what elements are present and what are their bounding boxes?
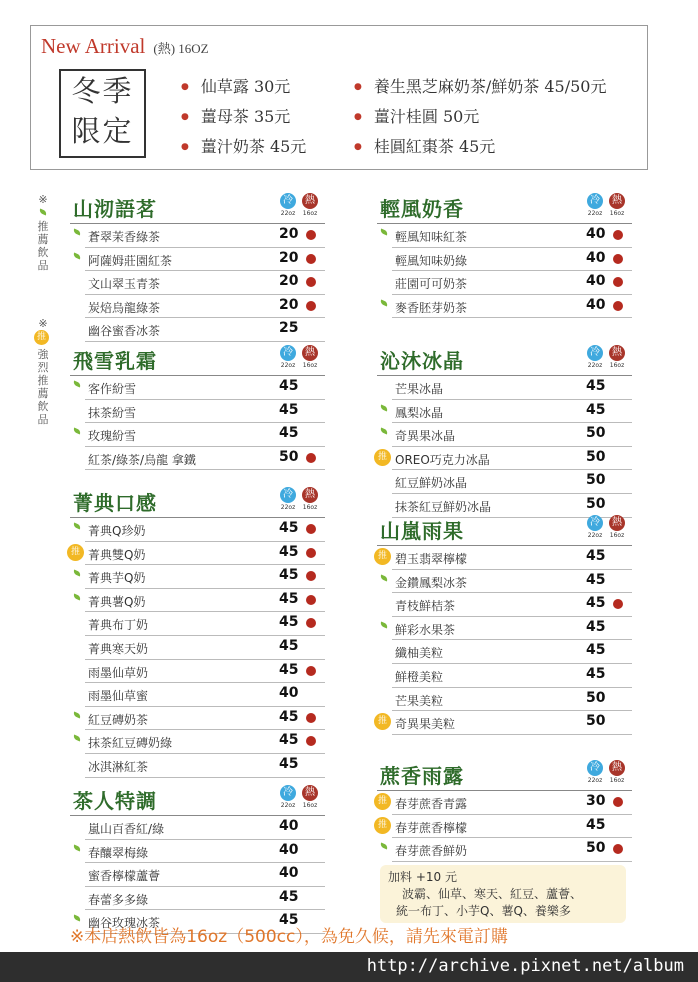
menu-item	[392, 224, 632, 248]
hot-size: 16oz	[609, 777, 625, 784]
menu-item	[85, 612, 325, 636]
legend-recommended	[36, 193, 50, 272]
leaf-icon	[380, 228, 389, 235]
leaf-icon	[380, 299, 389, 306]
section-header	[377, 760, 632, 791]
item-name: 蜜香檸檬蘆薈	[88, 869, 161, 884]
leaf-icon	[380, 621, 389, 628]
item-price: 45	[279, 614, 299, 631]
item-name: 阿薩姆莊園紅茶	[88, 253, 173, 268]
item-price: 40	[279, 818, 299, 834]
menu-item	[70, 542, 325, 566]
item-price: 50	[279, 448, 299, 465]
new-item: ● 仙草露 30元	[181, 74, 290, 97]
item-price: 45	[279, 661, 299, 678]
new-arrival-label: New Arrival	[41, 34, 146, 58]
item-price: 50	[586, 840, 606, 857]
item-price: 45	[279, 590, 299, 607]
item-price: 40	[586, 273, 606, 290]
new-arrival-note: (熱) 16OZ	[153, 41, 209, 56]
hot-available-icon	[306, 254, 316, 264]
item-name: 金鑽鳳梨冰茶	[395, 575, 468, 590]
item-name: 纖柚美粒	[395, 646, 444, 661]
push-badge-icon: 推	[67, 544, 84, 561]
new-item: ● 薑母茶 35元	[181, 104, 290, 127]
item-price: 45	[279, 755, 299, 772]
item-price: 45	[279, 637, 299, 654]
cold-size: 22oz	[280, 504, 296, 511]
leaf-icon	[73, 380, 82, 387]
cold-size: 22oz	[280, 210, 296, 217]
item-price: 45	[279, 912, 299, 929]
hot-size: 16oz	[609, 532, 625, 539]
menu-item	[392, 295, 632, 319]
hot-icon: 熱	[302, 785, 318, 801]
menu-item	[392, 838, 632, 862]
menu-section	[70, 487, 325, 778]
leaf-icon	[73, 735, 82, 742]
menu-item	[392, 271, 632, 295]
item-name: 春芽蔗香青露	[395, 797, 468, 811]
menu-item	[85, 224, 325, 248]
section-title: 蔗香雨露	[380, 764, 464, 788]
item-name: 菁典布丁奶	[88, 618, 149, 633]
item-price: 45	[586, 816, 606, 833]
hot-icon: 熱	[302, 345, 318, 361]
watermark-bar	[0, 952, 698, 982]
leaf-icon	[380, 404, 389, 411]
cold-icon: 冷	[587, 760, 603, 776]
item-name: 奇異果美粒	[395, 717, 456, 732]
section-title: 菁典口感	[73, 491, 157, 515]
item-price: 45	[586, 401, 606, 418]
item-name: 雨墨仙草蜜	[88, 689, 149, 704]
cold-icon: 冷	[587, 193, 603, 209]
item-price: 40	[586, 296, 606, 313]
item-name: 鮮彩水果茶	[395, 622, 456, 637]
item-name: 客作紛雪	[88, 382, 137, 396]
menu-item	[392, 470, 632, 494]
item-name: 幽谷玫瑰冰茶	[88, 916, 161, 931]
menu-item	[85, 707, 325, 731]
watermark-url: http://archive.pixnet.net/album	[366, 956, 684, 976]
menu-item	[392, 423, 632, 447]
seal-line: 限定	[71, 114, 134, 148]
menu-item	[392, 617, 632, 641]
item-price: 45	[279, 378, 299, 394]
new-item: ● 養生黑芝麻奶茶/鮮奶茶 45/50元	[354, 74, 606, 97]
item-price: 20	[279, 296, 299, 313]
item-price: 40	[586, 249, 606, 266]
item-name: 紅茶/綠茶/烏龍 拿鐵	[88, 452, 196, 467]
item-price: 45	[279, 567, 299, 584]
hot-available-icon	[613, 301, 623, 311]
leaf-icon	[73, 915, 82, 922]
hot-available-icon	[613, 599, 623, 609]
menu-item	[85, 376, 325, 400]
cold-size: 22oz	[587, 210, 603, 217]
menu-section	[377, 515, 632, 735]
new-item: ● 桂圓紅棗茶 45元	[354, 134, 495, 157]
cold-size: 22oz	[280, 362, 296, 369]
hot-available-icon	[306, 666, 316, 676]
hot-available-icon	[306, 301, 316, 311]
cold-size: 22oz	[280, 802, 296, 809]
hot-size: 16oz	[609, 362, 625, 369]
hot-available-icon	[306, 736, 316, 746]
item-price: 50	[586, 495, 606, 512]
hot-icon: 熱	[302, 487, 318, 503]
item-price: 45	[586, 548, 606, 564]
hot-available-icon	[613, 797, 623, 807]
toppings-label: 加料 +10 元	[388, 870, 457, 884]
menu-item	[85, 295, 325, 319]
push-badge-icon: 推	[374, 793, 391, 810]
menu-section	[377, 345, 632, 518]
menu-item	[85, 660, 325, 684]
section-title: 山沏語茗	[73, 197, 157, 221]
leaf-icon	[73, 593, 82, 600]
item-name: 春芽蔗香檸檬	[395, 820, 468, 835]
winter-limited-seal	[59, 69, 146, 158]
menu-item	[377, 546, 632, 570]
item-price: 50	[586, 713, 606, 730]
section-header	[70, 345, 325, 376]
hot-available-icon	[306, 595, 316, 605]
item-name: 玫瑰紛雪	[88, 429, 137, 444]
item-name: 芒果冰晶	[395, 382, 444, 396]
toppings-box	[380, 865, 626, 923]
item-price: 40	[586, 226, 606, 242]
menu-item	[85, 730, 325, 754]
menu-item	[85, 518, 325, 542]
item-price: 45	[279, 708, 299, 725]
item-price: 40	[279, 841, 299, 858]
menu-item	[392, 593, 632, 617]
menu-section	[377, 760, 632, 862]
item-price: 45	[279, 520, 299, 536]
item-price: 45	[586, 665, 606, 682]
leaf-icon	[73, 570, 82, 577]
leaf-icon	[73, 428, 82, 435]
menu-item	[392, 688, 632, 712]
hot-available-icon	[306, 524, 316, 534]
legend-mark: ※	[38, 193, 48, 206]
item-name: 春蕾多多綠	[88, 892, 149, 907]
cold-icon: 冷	[280, 345, 296, 361]
leaf-icon	[380, 843, 389, 850]
hot-size: 16oz	[609, 210, 625, 217]
menu-item	[392, 664, 632, 688]
menu-item	[85, 816, 325, 840]
item-price: 30	[586, 793, 606, 809]
item-name: 嵐山百香紅/綠	[88, 822, 165, 836]
menu-item	[392, 248, 632, 272]
item-name: 菁典Q珍奶	[88, 524, 146, 538]
item-name: 冰淇淋紅茶	[88, 759, 149, 774]
menu-item	[85, 271, 325, 295]
push-badge-icon: 推	[374, 449, 391, 466]
item-price: 45	[586, 618, 606, 635]
menu-item	[85, 683, 325, 707]
hot-icon: 熱	[302, 193, 318, 209]
seal-line: 冬季	[71, 74, 134, 108]
leaf-icon	[380, 574, 389, 581]
new-arrival-box	[30, 25, 648, 170]
menu-item	[85, 248, 325, 272]
hot-available-icon	[306, 618, 316, 628]
section-title: 山嵐雨果	[380, 519, 464, 543]
legend-mark: ※	[38, 317, 48, 330]
cold-size: 22oz	[587, 777, 603, 784]
leaf-icon	[73, 711, 82, 718]
hot-icon: 熱	[609, 345, 625, 361]
item-name: 芒果美粒	[395, 693, 444, 708]
legend-strongly-recommended	[36, 317, 50, 426]
menu-item	[392, 570, 632, 594]
item-name: 菁典寒天奶	[88, 641, 149, 656]
item-name: 鮮橙美粒	[395, 669, 444, 684]
item-price: 45	[586, 378, 606, 394]
menu-item	[85, 887, 325, 911]
hot-available-icon	[306, 277, 316, 287]
menu-section	[70, 785, 325, 934]
toppings-list: 統一布丁、小芋Q、薯Q、養樂多	[396, 904, 571, 918]
item-price: 25	[279, 320, 299, 337]
hot-icon: 熱	[609, 193, 625, 209]
leaf-icon	[73, 844, 82, 851]
push-badge-icon: 推	[36, 330, 50, 348]
leaf-icon	[73, 522, 82, 529]
menu-item	[392, 400, 632, 424]
legend-text: 推薦飲品	[37, 220, 49, 272]
item-name: 抹茶紅豆鮮奶冰晶	[395, 499, 492, 514]
hot-available-icon	[613, 230, 623, 240]
item-name: 文山翠玉青茶	[88, 277, 161, 292]
cold-size: 22oz	[587, 362, 603, 369]
item-price: 45	[586, 571, 606, 588]
cold-icon: 冷	[280, 785, 296, 801]
menu-item	[377, 791, 632, 815]
item-price: 45	[279, 425, 299, 442]
footer-note: ※本店熱飲皆為16oz（500cc），為免久候，請先來電訂購	[70, 927, 508, 947]
item-price: 45	[586, 642, 606, 659]
menu-section	[70, 345, 325, 470]
item-name: 鳳梨冰晶	[395, 405, 444, 420]
menu-item	[392, 376, 632, 400]
menu-section	[377, 193, 632, 318]
item-price: 50	[586, 472, 606, 489]
item-name: 輕風知味紅茶	[395, 230, 468, 244]
menu-item	[85, 863, 325, 887]
hot-size: 16oz	[302, 504, 318, 511]
item-name: 奇異果冰晶	[395, 429, 456, 444]
menu-item	[85, 400, 325, 424]
hot-available-icon	[613, 254, 623, 264]
menu-item	[85, 754, 325, 778]
menu-item	[85, 318, 325, 342]
new-item: ● 薑汁奶茶 45元	[181, 134, 306, 157]
hot-icon: 熱	[609, 515, 625, 531]
item-name: 菁典薯Q奶	[88, 594, 146, 609]
item-name: 莊園可可奶茶	[395, 277, 468, 292]
leaf-icon	[73, 252, 82, 259]
leaf-icon	[36, 206, 50, 220]
hot-size: 16oz	[302, 210, 318, 217]
item-price: 40	[279, 865, 299, 882]
item-name: 幽谷蜜香冰茶	[88, 324, 161, 339]
item-price: 20	[279, 249, 299, 266]
menu-section	[70, 193, 325, 342]
menu-item	[85, 840, 325, 864]
push-badge-icon: 推	[374, 817, 391, 834]
hot-available-icon	[613, 844, 623, 854]
legend-text: 強烈推薦飲品	[37, 348, 49, 426]
item-price: 20	[279, 273, 299, 290]
item-price: 45	[279, 401, 299, 418]
item-price: 20	[279, 226, 299, 242]
item-name: 碧玉翡翠檸檬	[395, 552, 468, 566]
item-price: 45	[586, 595, 606, 612]
section-title: 輕風奶香	[380, 197, 464, 221]
item-name: 抹茶紛雪	[88, 405, 137, 420]
hot-available-icon	[306, 453, 316, 463]
item-price: 45	[279, 732, 299, 749]
menu-item	[85, 589, 325, 613]
menu-item	[85, 423, 325, 447]
hot-available-icon	[306, 548, 316, 558]
item-name: 青枝鮮桔茶	[395, 599, 456, 614]
item-price: 50	[586, 689, 606, 706]
hot-size: 16oz	[302, 802, 318, 809]
menu-item	[392, 640, 632, 664]
section-title: 沁沐冰晶	[380, 349, 464, 373]
item-name: 輕風知味奶綠	[395, 253, 468, 268]
item-price: 50	[586, 448, 606, 465]
item-price: 40	[279, 685, 299, 702]
section-title: 飛雪乳霜	[73, 349, 157, 373]
hot-size: 16oz	[302, 362, 318, 369]
item-price: 45	[279, 888, 299, 905]
menu-item	[377, 815, 632, 839]
hot-available-icon	[306, 230, 316, 240]
menu-item	[85, 565, 325, 589]
item-name: 抹茶紅豆磚奶綠	[88, 736, 173, 751]
item-name: 菁典芋Q奶	[88, 571, 146, 586]
item-name: 菁典雙Q奶	[88, 547, 146, 562]
section-header	[377, 345, 632, 376]
hot-icon: 熱	[609, 760, 625, 776]
leaf-icon	[380, 428, 389, 435]
cold-icon: 冷	[280, 193, 296, 209]
menu-item	[377, 711, 632, 735]
hot-available-icon	[306, 571, 316, 581]
item-name: 麥香胚芽奶茶	[395, 300, 468, 315]
item-price: 50	[586, 425, 606, 442]
toppings-list: 波霸、仙草、寒天、紅豆、蘆薈、	[402, 887, 583, 901]
cold-icon: 冷	[587, 345, 603, 361]
push-badge-icon: 推	[374, 548, 391, 565]
hot-available-icon	[613, 277, 623, 287]
hot-available-icon	[306, 713, 316, 723]
menu-item	[85, 636, 325, 660]
menu-item	[85, 447, 325, 471]
section-header	[70, 785, 325, 816]
item-price: 45	[279, 543, 299, 560]
new-item: ● 薑汁桂圓 50元	[354, 104, 479, 127]
item-name: OREO巧克力冰晶	[395, 452, 490, 467]
menu-item	[377, 447, 632, 471]
cold-size: 22oz	[587, 532, 603, 539]
leaf-icon	[73, 228, 82, 235]
item-name: 蒼翠茉香綠茶	[88, 230, 161, 244]
section-header	[70, 193, 325, 224]
cold-icon: 冷	[587, 515, 603, 531]
item-name: 紅豆鮮奶冰晶	[395, 476, 468, 491]
new-arrival-title	[41, 34, 209, 59]
section-title: 茶人特調	[73, 789, 157, 813]
section-header	[70, 487, 325, 518]
item-name: 雨墨仙草奶	[88, 665, 149, 680]
item-name: 春釀翠梅綠	[88, 845, 149, 860]
item-name: 春芽蔗香鮮奶	[395, 844, 468, 859]
section-header	[377, 193, 632, 224]
section-header	[377, 515, 632, 546]
item-name: 炭焙烏龍綠茶	[88, 300, 161, 315]
cold-icon: 冷	[280, 487, 296, 503]
item-name: 紅豆磚奶茶	[88, 712, 149, 727]
push-badge-icon: 推	[374, 713, 391, 730]
